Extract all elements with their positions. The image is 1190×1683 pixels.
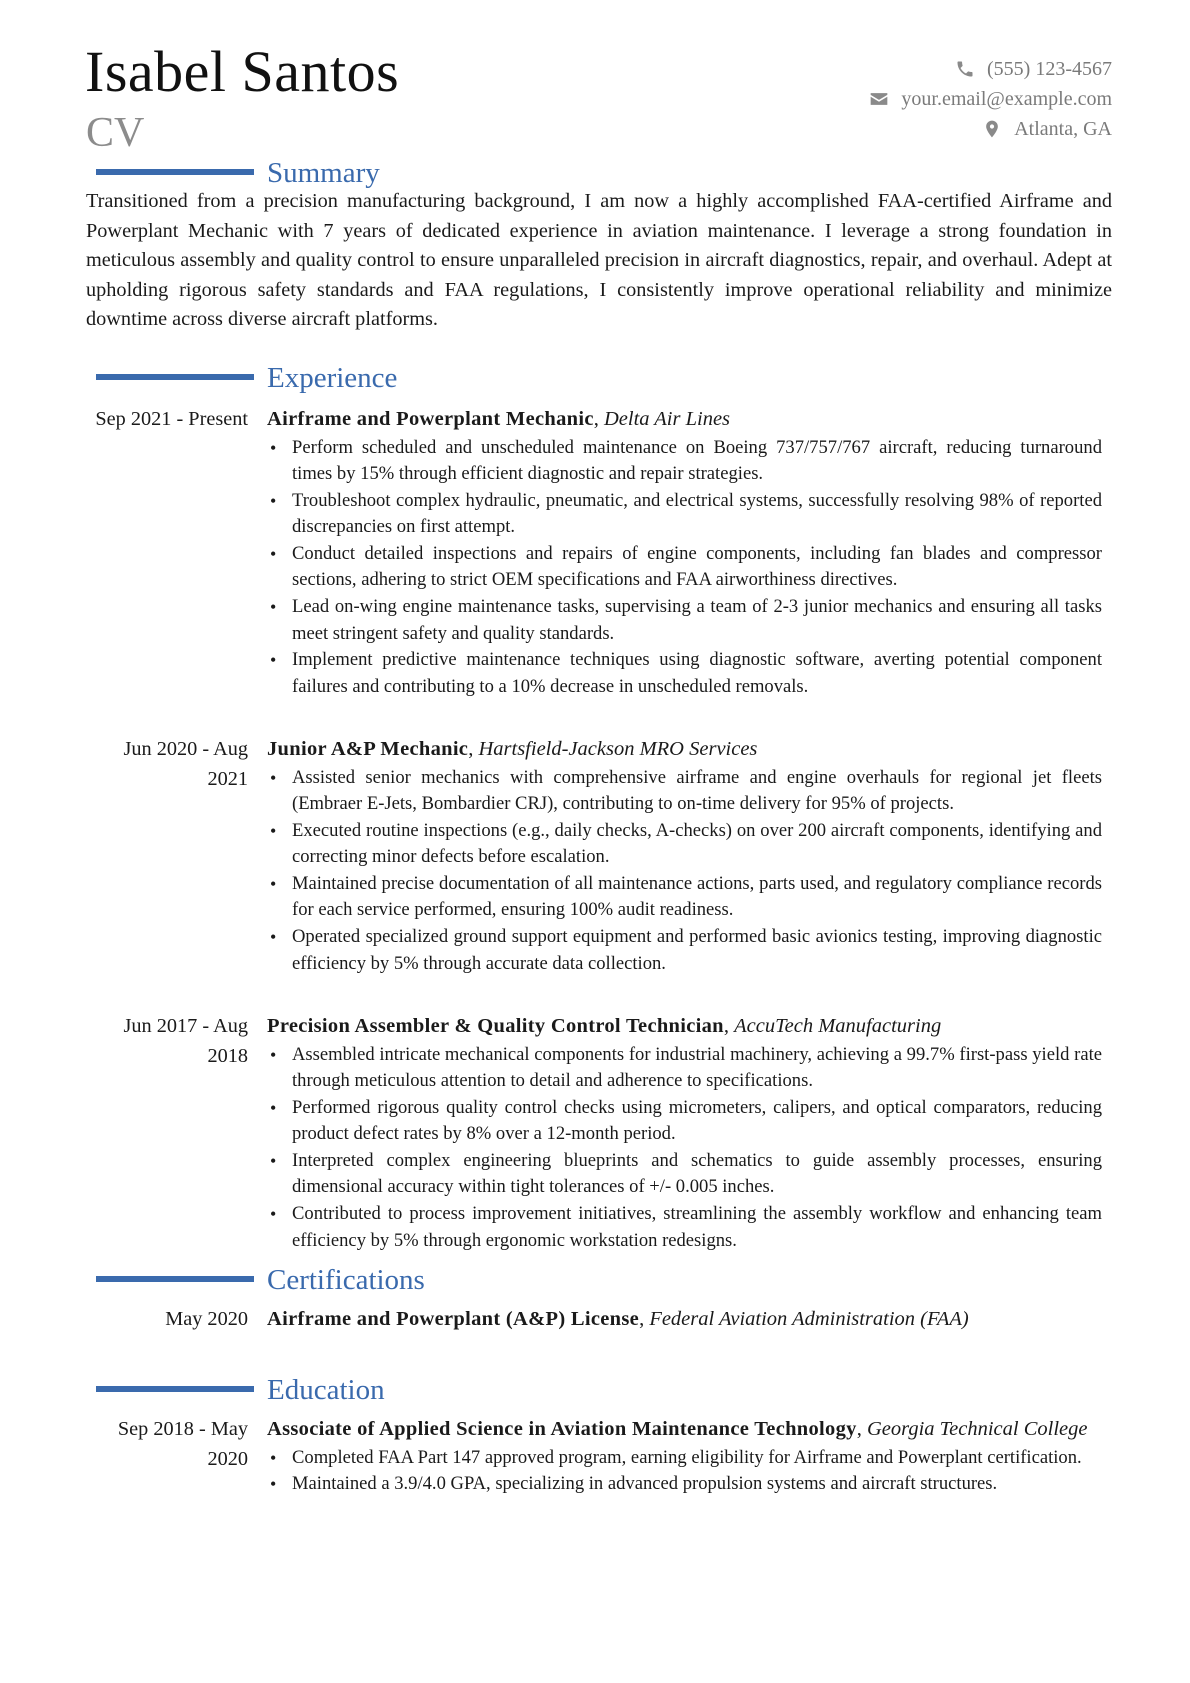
list-item: • Perform scheduled and unscheduled maintenance on Boeing 737/757/767 aircraft, reducing turnaround times by 15% through efficient diagnostic and repair strategies. <box>267 435 1102 488</box>
entry-heading: Associate of Applied Science in Aviation Maintenance Technology, Georgia Technical College <box>267 1418 1088 1440</box>
list-item: • Assisted senior mechanics with comprehensive airframe and engine overhauls for regional jet fleets (Embraer E-Jets, Bombardier CRJ), contributing to on-time delivery for 95% of projects. <box>267 765 1102 818</box>
entry-body <box>267 405 1102 700</box>
section-accent-bar <box>96 374 254 380</box>
section-accent-bar <box>96 1386 254 1392</box>
summary-paragraph: Transitioned from a precision manufacturing background, I am now a highly accomplished FAA-certified Airframe and Powerplant Mechanic with 7 years of dedicated experience in aviation maintenance. I leverage a strong foundation in meticulous assembly and quality control to ensure unparalleled precision in aircraft diagnostics, repair, and overhaul. Adept at upholding rigorous safety standards and FAA regulations, I consistently improve operational reliability and minimize downtime across diverse aircraft platforms. <box>86 190 1112 330</box>
location-text: Atlanta, GA <box>1014 117 1112 140</box>
phone-icon <box>955 59 975 79</box>
list-item: • Troubleshoot complex hydraulic, pneumatic, and electrical systems, successfully resolving 98% of reported discrepancies on first attempt. <box>267 488 1102 541</box>
bullet-list <box>267 435 1102 701</box>
section-title-experience: Experience <box>267 362 398 394</box>
job-title: Airframe and Powerplant Mechanic <box>267 408 594 430</box>
contact-phone <box>692 54 1112 84</box>
email-text[interactable]: your.email@example.com <box>901 87 1112 110</box>
entry-heading: Airframe and Powerplant (A&P) License, Federal Aviation Administration (FAA) <box>267 1308 969 1330</box>
employer: Hartsfield-Jackson MRO Services <box>478 738 758 760</box>
experience-section-header <box>0 360 1190 396</box>
bullet-list <box>267 765 1102 978</box>
section-accent-bar <box>96 1276 254 1282</box>
contact-email <box>692 84 1112 114</box>
list-item: • Maintained a 3.9/4.0 GPA, specializing in advanced propulsion systems and aircraft structures. <box>267 1471 1102 1498</box>
bullet-list <box>267 1445 1102 1498</box>
bullet-list <box>267 1042 1102 1255</box>
job-title: Junior A&P Mechanic <box>267 738 469 760</box>
list-item: • Performed rigorous quality control checks using micrometers, calipers, and optical comparators, reducing product defect rates by 8% over a 12-month period. <box>267 1095 1102 1148</box>
envelope-icon <box>869 89 889 109</box>
phone-text[interactable]: (555) 123-4567 <box>987 57 1112 80</box>
institution: Georgia Technical College <box>866 1418 1088 1440</box>
section-title-summary: Summary <box>267 157 380 189</box>
entry-heading: Airframe and Powerplant Mechanic, Delta Air Lines <box>267 408 731 430</box>
map-pin-icon <box>982 119 1002 139</box>
section-title-certifications: Certifications <box>267 1264 425 1296</box>
job-title: Precision Assembler & Quality Control Technician <box>267 1015 724 1037</box>
entry-date: Sep 2021 - Present <box>95 408 248 430</box>
education-section-header <box>0 1372 1190 1408</box>
list-item: • Operated specialized ground support equipment and performed basic avionics testing, improving diagnostic efficiency by 5% through accurate data collection. <box>267 924 1102 977</box>
entry-body <box>267 1012 1102 1254</box>
list-item: • Interpreted complex engineering blueprints and schematics to guide assembly processes, ensuring dimensional accuracy within tight tolerances of +/- 0.005 inches. <box>267 1148 1102 1201</box>
list-item: • Contributed to process improvement initiatives, streamlining the assembly workflow and enhancing team efficiency by 5% through ergonomic workstation redesigns. <box>267 1201 1102 1254</box>
certification-title: Airframe and Powerplant (A&P) License <box>267 1308 640 1330</box>
list-item: • Completed FAA Part 147 approved program, earning eligibility for Airframe and Powerplant certification. <box>267 1445 1102 1472</box>
employer: Delta Air Lines <box>603 408 731 430</box>
entry-date: Sep 2018 - May 2020 <box>117 1418 248 1470</box>
degree-title: Associate of Applied Science in Aviation Maintenance Technology <box>267 1418 857 1440</box>
list-item: • Implement predictive maintenance techniques using diagnostic software, averting potential component failures and contributing to a 10% decrease in unscheduled removals. <box>267 647 1102 700</box>
employer: AccuTech Manufacturing <box>734 1015 942 1037</box>
list-item: • Assembled intricate mechanical components for industrial machinery, achieving a 99.7% first-pass yield rate through meticulous attention to detail and adherence to specifications. <box>267 1042 1102 1095</box>
list-item: • Maintained precise documentation of all maintenance actions, parts used, and regulatory compliance records for each service performed, ensuring 100% audit readiness. <box>267 871 1102 924</box>
list-item: • Lead on-wing engine maintenance tasks, supervising a team of 2-3 junior mechanics and ensuring all tasks meet stringent safety and quality standards. <box>267 594 1102 647</box>
list-item: • Conduct detailed inspections and repairs of engine components, including fan blades and compressor sections, adhering to strict OEM specifications and FAA airworthiness directives. <box>267 541 1102 594</box>
summary-section-header <box>0 155 1190 191</box>
issuer: Federal Aviation Administration (FAA) <box>649 1308 969 1330</box>
entry-date: May 2020 <box>165 1308 248 1330</box>
list-item: • Executed routine inspections (e.g., daily checks, A-checks) on over 200 aircraft components, identifying and correcting minor defects before escalation. <box>267 818 1102 871</box>
document-subtitle: CV <box>86 110 145 156</box>
contact-location <box>692 114 1112 144</box>
entry-heading: Precision Assembler & Quality Control Technician, AccuTech Manufacturing <box>267 1015 942 1037</box>
section-accent-bar <box>96 169 254 175</box>
entry-date: Jun 2017 - Aug 2018 <box>123 1015 248 1067</box>
certifications-section-header <box>0 1262 1190 1298</box>
entry-body <box>267 735 1102 977</box>
entry-heading: Junior A&P Mechanic, Hartsfield-Jackson MRO Services <box>267 738 758 760</box>
entry-body <box>267 1415 1102 1498</box>
entry-body <box>267 1305 1102 1335</box>
candidate-name: Isabel Santos <box>85 39 400 104</box>
entry-date: Jun 2020 - Aug 2021 <box>123 738 248 790</box>
contact-block <box>692 54 1112 144</box>
section-title-education: Education <box>267 1374 385 1406</box>
